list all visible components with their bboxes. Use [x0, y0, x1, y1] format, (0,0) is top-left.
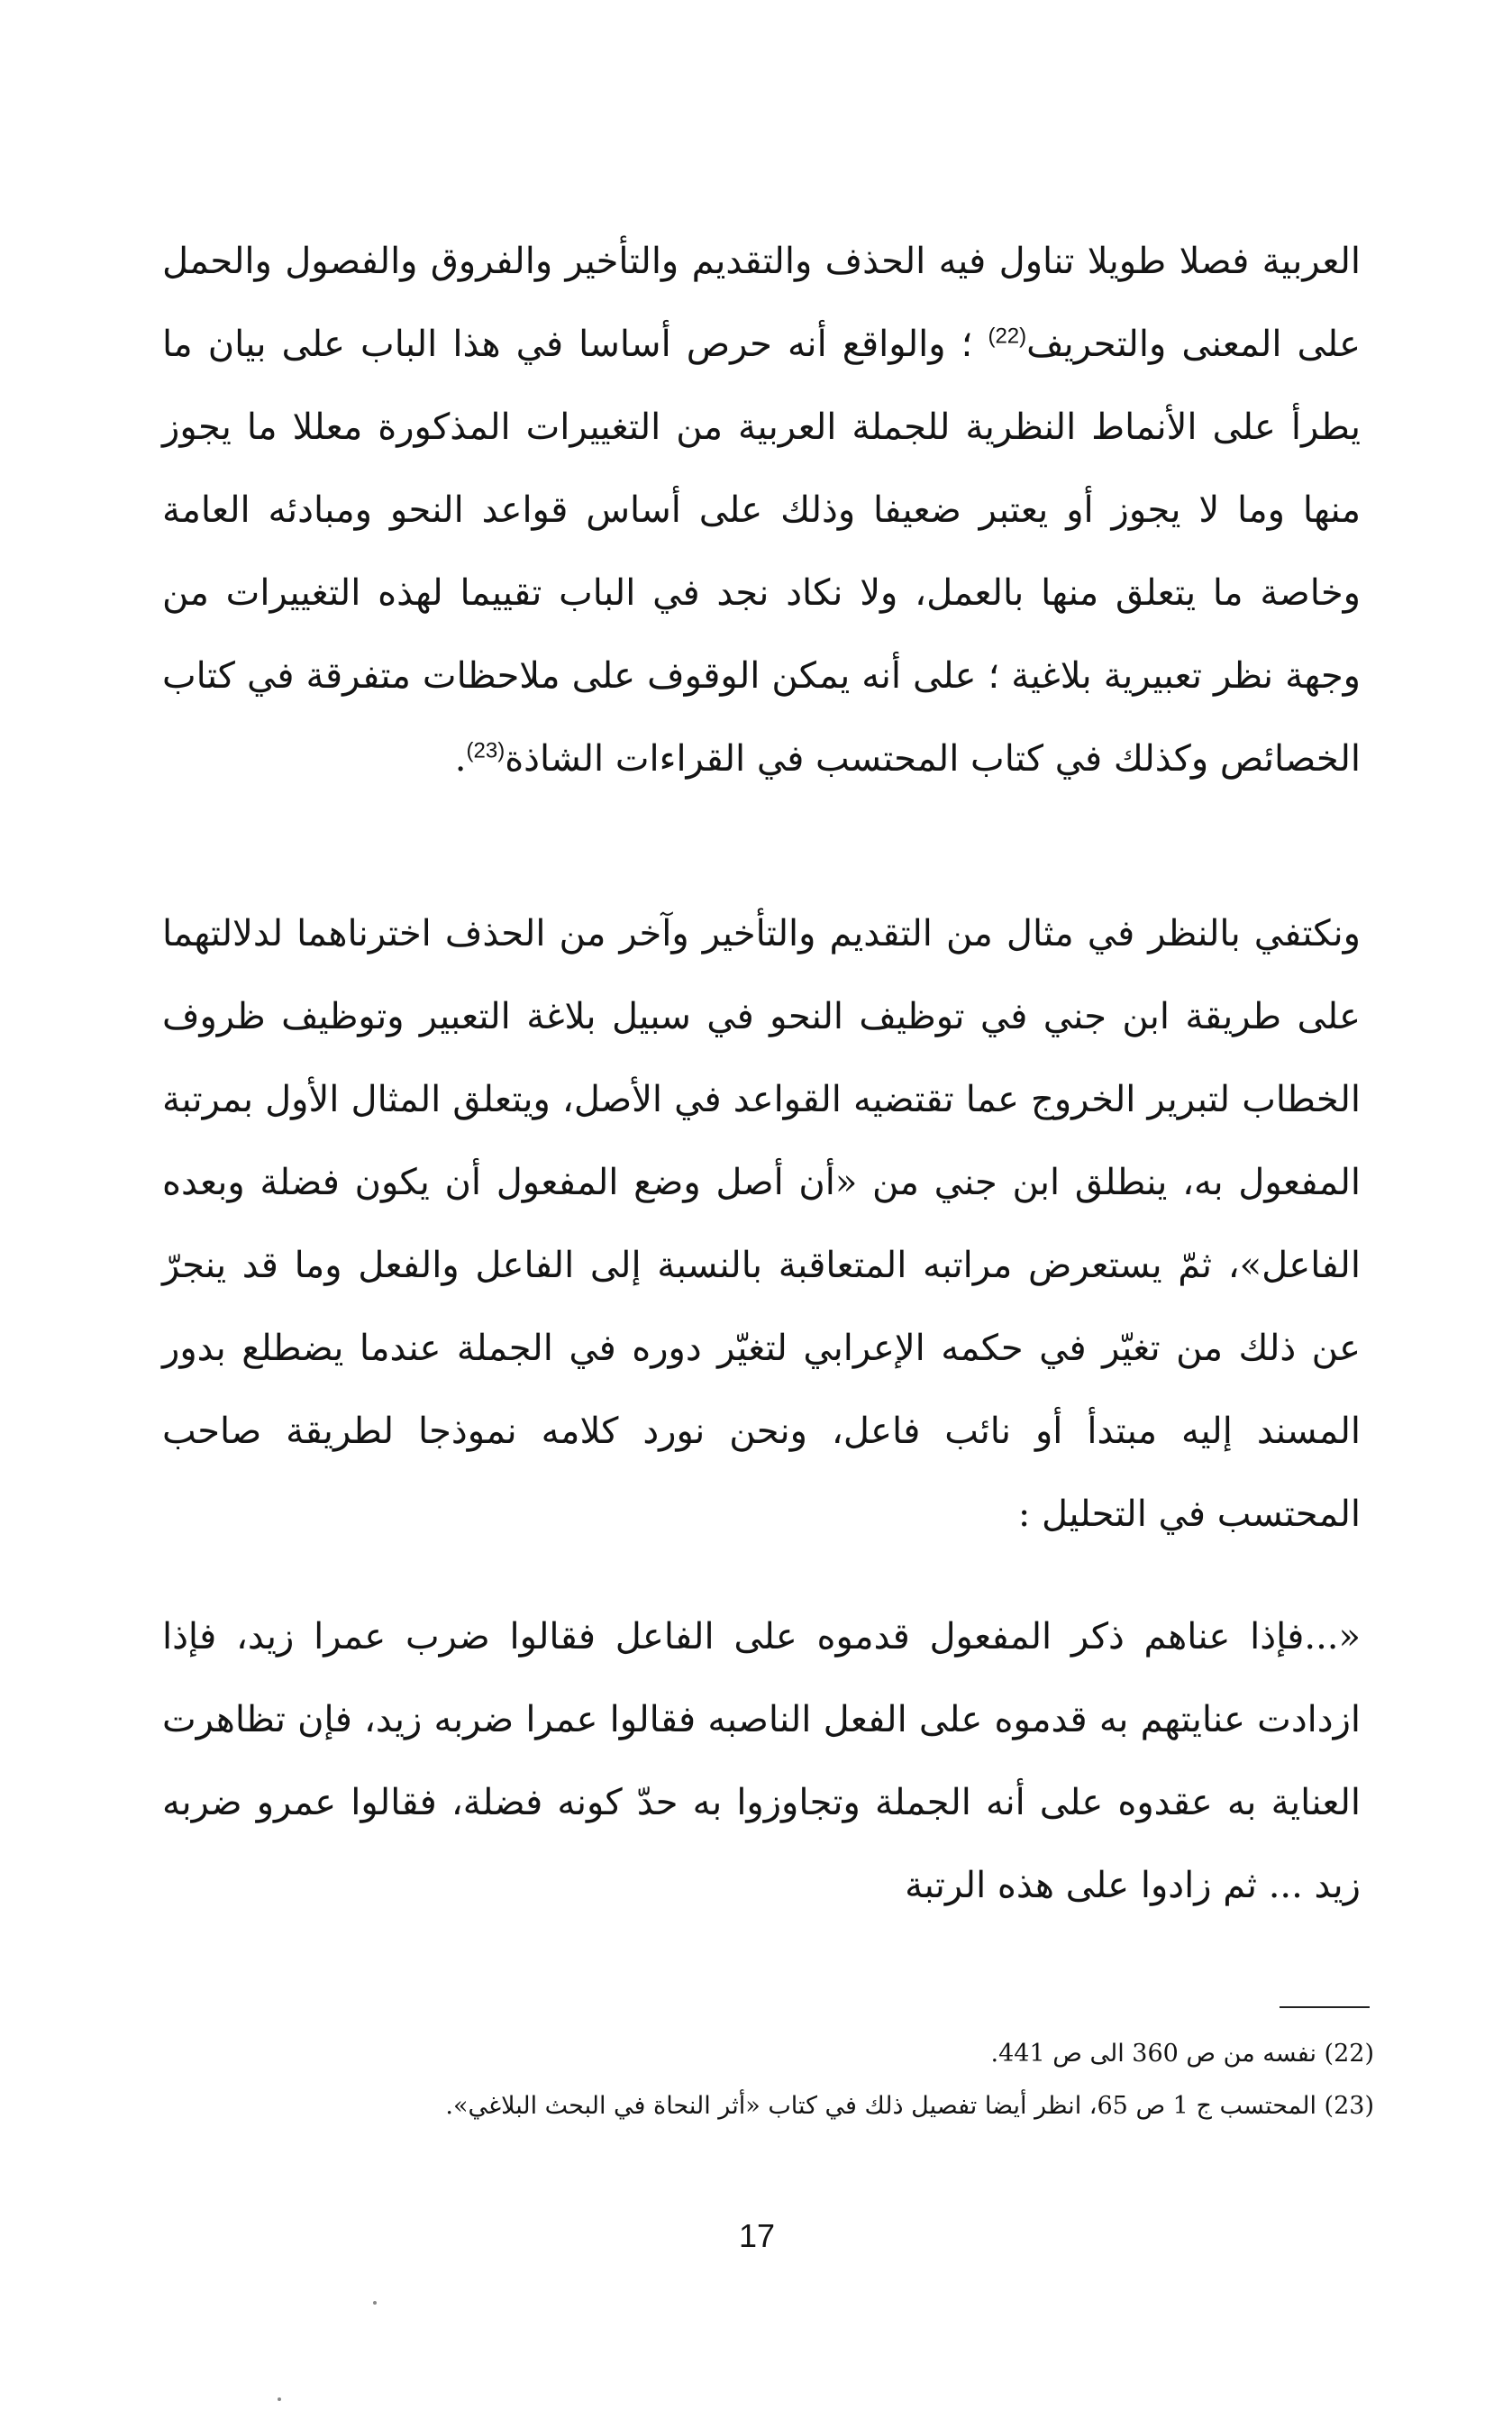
paragraph-1-text-end: . — [454, 738, 467, 780]
footnote-23: (23) المحتسب ج 1 ص 65، انظر أيضا تفصيل ذلك في كتاب «أثر النحاة في البحث البلاغي». — [445, 2092, 1374, 2120]
body-paragraph-1 — [162, 220, 1361, 800]
footnote-ref-23[interactable]: (23) — [466, 738, 506, 763]
footnote-separator — [1280, 2006, 1370, 2008]
footnotes-section — [162, 2028, 1374, 2132]
body-paragraph-3-quote: «...فإذا عناهم ذكر المفعول قدموه على الفاعل فقالوا ضرب عمرا زيد، فإذا ازدادت عنايتهم به قدموه على الفعل الناصبه فقالوا عمرا ضربه زيد، فإن تظاهرت العناية به عقدوه على أنه الجملة وتجاوزوا به حدّ كونه فضلة، فقالوا عمرو ضربه زيد ... ثم زادوا على هذه الرتبة — [162, 1616, 1361, 1906]
footnote-22: (22) نفسه من ص 360 الى ص 441. — [990, 2040, 1374, 2068]
paragraph-1-text-middle: ؛ والواقع أنه حرص أساسا في هذا الباب على بيان ما يطرأ على الأنماط النظرية للجملة العربية من التغييرات المذكورة معللا ما يجوز منها وما لا يجوز أو يعتبر ضعيفا وذلك على أساس قواعد النحو ومبادئه العامة وخاصة ما يتعلق منها بالعمل، ولا نكاد نجد في الباب تقييما لهذه التغييرات من وجهة نظر تعبيرية بلاغية ؛ على أنه يمكن الوقوف على ملاحظات متفرقة في كتاب الخصائص وكذلك في كتاب المحتسب في القراءات الشاذة — [162, 324, 1361, 780]
paragraph-1-text-start: العربية فصلا طويلا تناول فيه الحذف والتقديم والتأخير والفروق والفصول والحمل على المعنى والتحريف — [162, 241, 1361, 365]
scan-speck — [373, 2301, 377, 2305]
scan-speck — [278, 2397, 281, 2401]
page-number: 17 — [738, 2217, 776, 2254]
body-paragraph-2: ونكتفي بالنظر في مثال من التقديم والتأخير وآخر من الحذف اخترناهما لدلالتهما على طريقة ابن جني في توظيف النحو في سبيل بلاغة التعبير وتوظيف ظروف الخطاب لتبرير الخروج عما تقتضيه القواعد في الأصل، ويتعلق المثال الأول بمرتبة المفعول به، ينطلق ابن جني من «أن أصل وضع المفعول أن يكون فضلة وبعده الفاعل»، ثمّ يستعرض مراتبه المتعاقبة بالنسبة إلى الفاعل والفعل وما قد ينجرّ عن ذلك من تغيّر في حكمه الإعرابي لتغيّر دوره في الجملة عندما يضطلع بدور المسند إليه مبتدأ أو نائب فاعل، ونحن نورد كلامه نموذجا لطريقة صاحب المحتسب في التحليل : — [162, 913, 1361, 1535]
footnote-ref-22[interactable]: (22) — [988, 324, 1027, 349]
